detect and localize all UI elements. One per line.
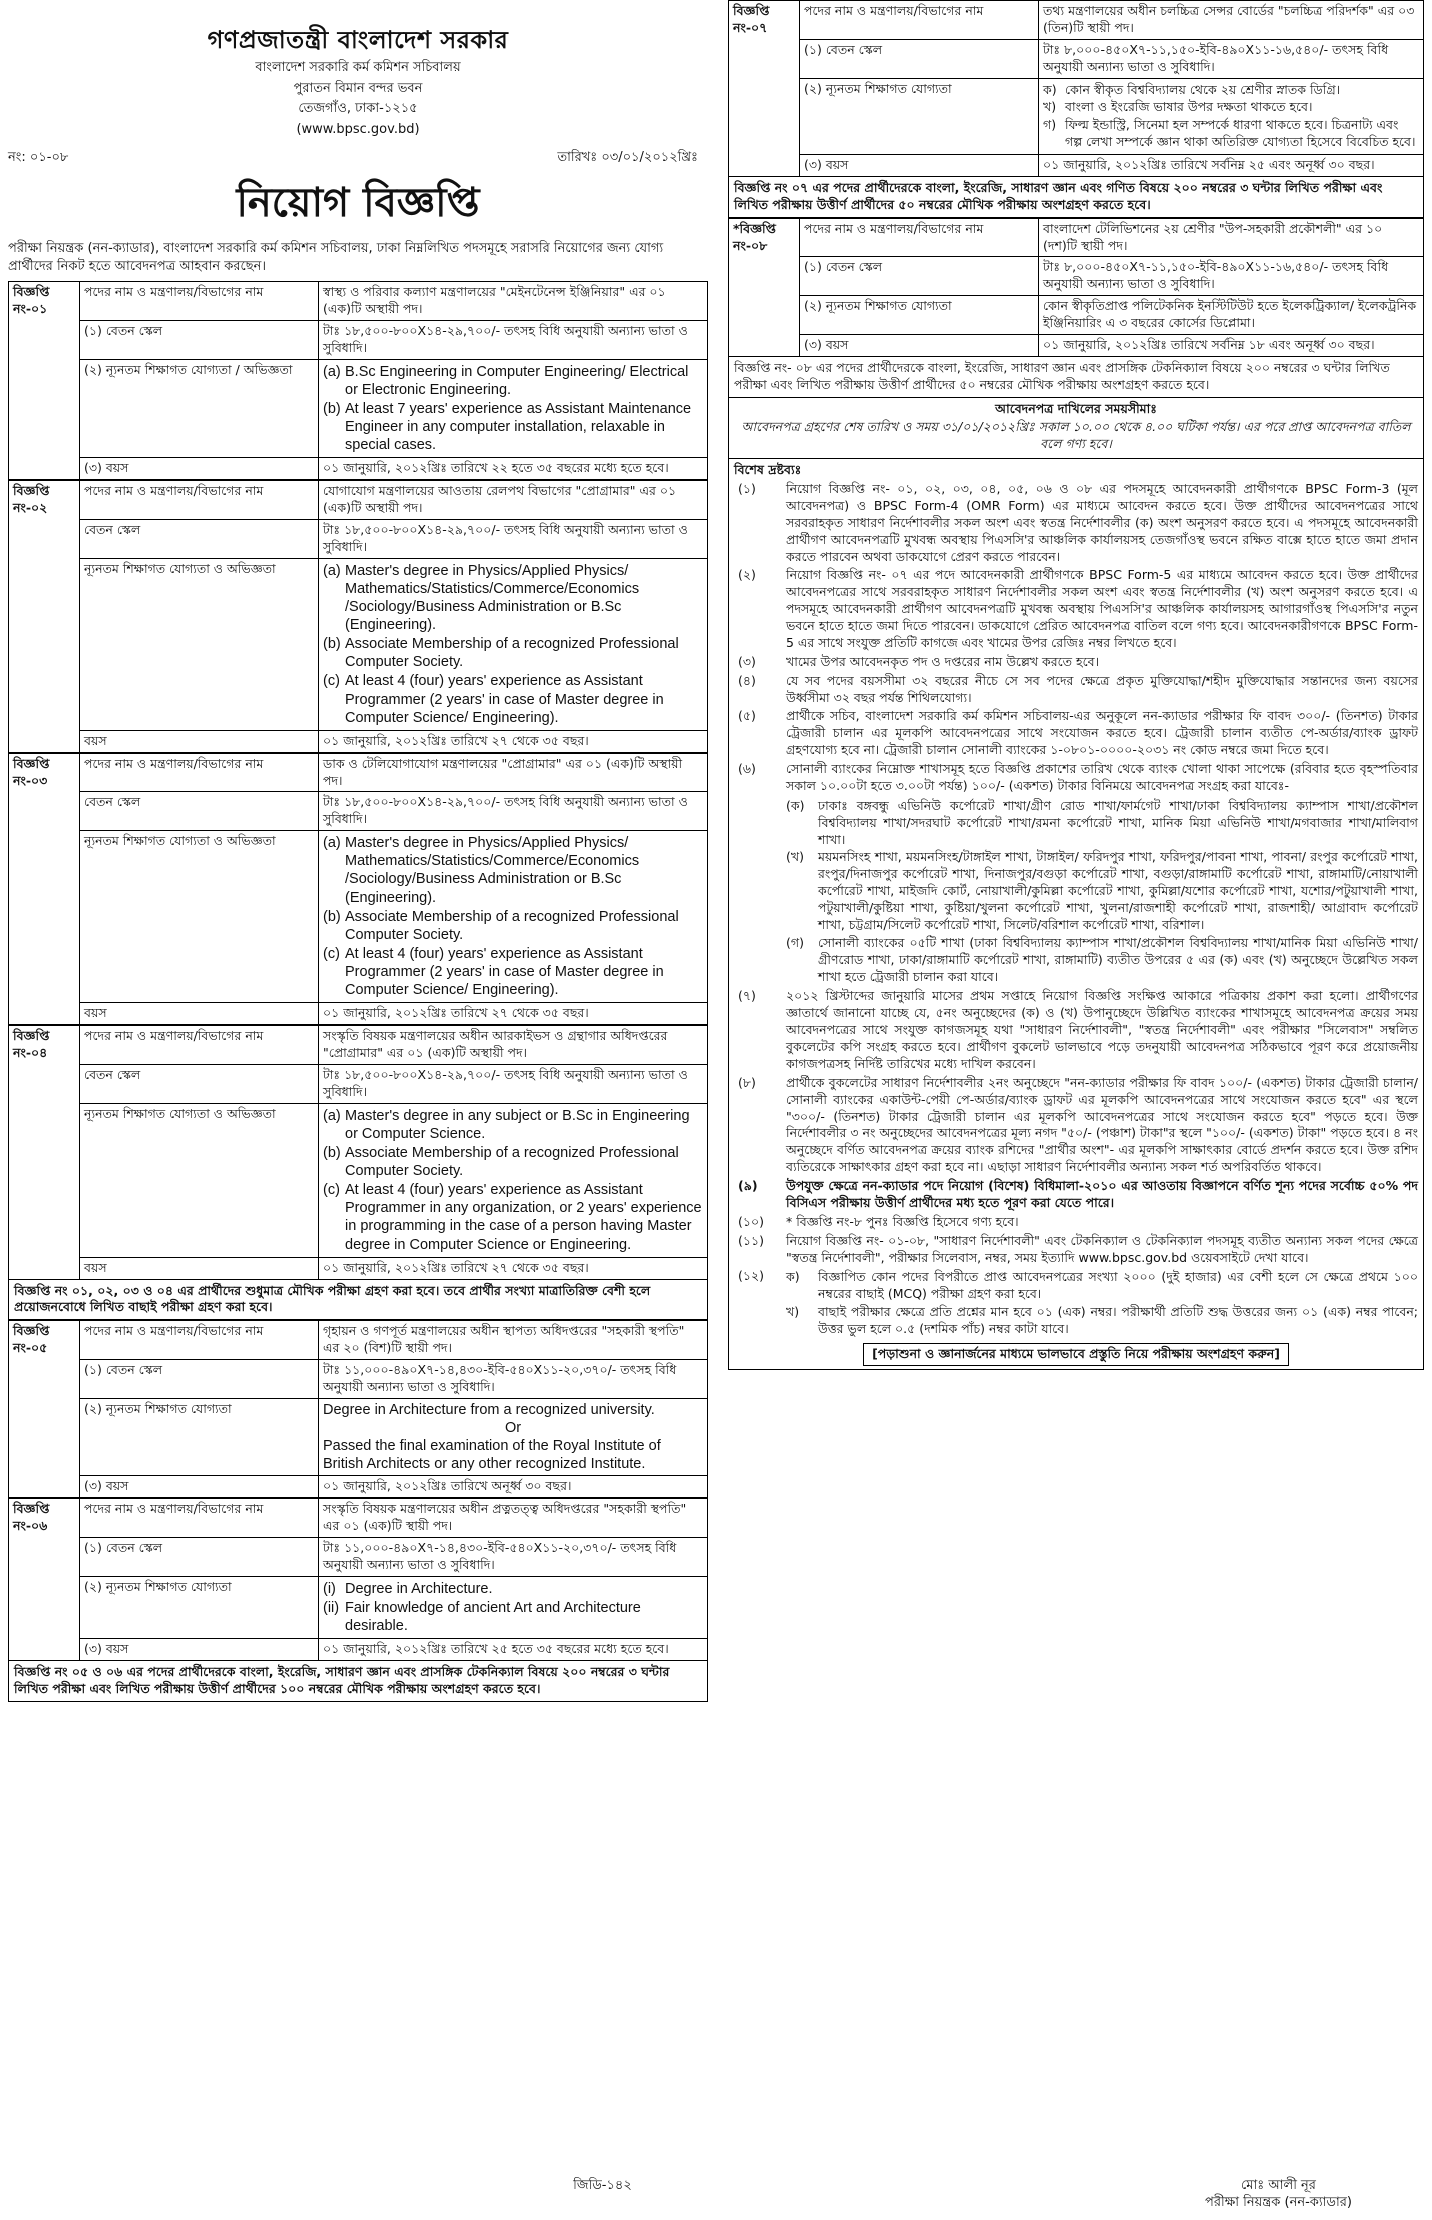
deadline-text: আবেদনপত্র গ্রহণের শেষ তারিখ ও সময় ৩১/০১/২০১২খ্রিঃ সকাল ১০.০০ থেকে ৪.০০ ঘটিকা পর্যন্ত। এর পরে প্রাপ্ত আবেদনপত্র বাতিল বলে গণ্য হবে। xyxy=(741,419,1411,452)
item-no: (১১) xyxy=(738,1232,764,1248)
item-text: নিয়োগ বিজ্ঞপ্তি নং- ০৭ এর পদে আবেদনকারী প্রার্থীগণকে BPSC Form-5 এর মাধ্যমে আবেদন করতে হবে। উক্ত প্রার্থীদের আবেদনপত্রের সাথে সরবরাহকৃত সাধারণ নির্দেশাবলীর সকল অংশ এবং স্বতন্ত্র নির্দেশাবলীর (খ) অংশ অনুসরণ করতে হবে। এ পদসমূহে আবেদনকারী প্রার্থীগণ আবেদনপত্রটি মুখবন্ধ অবস্থায় পিএসসি'র আঞ্চলিক কার্যালয়সহ আগারগাঁওস্থ পিএসসি'র নতুন ভবনে হাতে হাতে জমা দিতে পারবেন। ডাকযোগে প্রেরিত আবেদনপত্র বাতিল বলে গণ্য হবে। আবেদনকারীগণকে BPSC Form-5 এর সাথে সংযুক্ত প্রতিটি কাগজে এবং খামের উপর রেজিঃ নম্বর লিখতে হবে। xyxy=(786,567,1418,650)
age-value: ০১ জানুয়ারি, ২০১২খ্রিঃ তারিখে সর্বনিম্ন ১৮ এবং অনূর্ধ্ব ৩০ বছর। xyxy=(1039,334,1424,356)
special-item xyxy=(734,988,1418,1072)
note-07: বিজ্ঞপ্তি নং ০৭ এর পদের প্রার্থীদেরকে বাংলা, ইংরেজি, সাধারণ জ্ঞান এবং গণিত বিষয়ে ২০০ নম্বরের ৩ ঘন্টার লিখিত পরীক্ষা এবং লিখিত পরীক্ষায় উত্তীর্ণ প্রার্থীদের ৫০ নম্বরের মৌখিক পরীক্ষায় অংশগ্রহণ করতে হবে। xyxy=(728,177,1424,218)
header-line: পুরাতন বিমান বন্দর ভবন xyxy=(293,80,423,96)
marker: (a) xyxy=(323,835,341,852)
edu-item: At least 7 years' experience as Assistant Maintenance Engineer in any computer installation, relaxable in special cases. xyxy=(345,400,692,454)
edu-value xyxy=(1039,78,1424,155)
memo-date: তারিখঃ ০৩/০১/২০১২খ্রিঃ xyxy=(557,149,698,165)
marker: খ) xyxy=(1043,99,1057,115)
edu-value xyxy=(319,1103,708,1257)
branch-item xyxy=(786,798,1418,849)
edu-value xyxy=(319,1398,708,1476)
item-text: খামের উপর আবেদনকৃত পদ ও দপ্তরের নাম উল্লেখ করতে হবে। xyxy=(786,653,1100,669)
item-no: (৪) xyxy=(738,672,756,688)
age-value: ০১ জানুয়ারি, ২০১২খ্রিঃ তারিখে সর্বনিম্ন ২৫ এবং অনূর্ধ্ব ৩০ বছর। xyxy=(1039,155,1424,177)
notice-06-table xyxy=(8,1498,708,1661)
edu-label: (২) ন্যূনতম শিক্ষাগত যোগ্যতা xyxy=(800,296,1039,335)
age-label: বয়স xyxy=(80,1257,319,1279)
marker: খ) xyxy=(786,1304,800,1320)
item-text: * বিজ্ঞপ্তি নং-৮ পুনঃ বিজ্ঞপ্তি হিসেবে গণ্য হবে। xyxy=(786,1213,1019,1229)
notice-05-table xyxy=(8,1320,708,1498)
edu-label: ন্যূনতম শিক্ষাগত যোগ্যতা ও অভিজ্ঞতা xyxy=(80,831,319,1003)
notice-01-table xyxy=(8,281,708,480)
marker: (ii) xyxy=(323,1599,340,1616)
special-item xyxy=(734,1233,1418,1267)
edu-item: বাংলা ও ইংরেজি ভাষার উপর দক্ষতা থাকতে হবে। xyxy=(1065,99,1313,115)
notice-03-table xyxy=(8,753,708,1026)
notice-no: বিজ্ঞপ্তি নং-০৫ xyxy=(9,1321,80,1498)
right-column xyxy=(728,0,1424,1370)
note-05-06: বিজ্ঞপ্তি নং ০৫ ও ০৬ এর পদের প্রার্থীদেরকে বাংলা, ইংরেজি, সাধারণ জ্ঞান এবং প্রাসঙ্গিক টেকনিক্যাল বিষয়ে ২০০ নম্বরের ৩ ঘন্টার লিখিত পরীক্ষা এবং লিখিত পরীক্ষায় উত্তীর্ণ প্রার্থীদের ১০০ নম্বরের মৌখিক পরীক্ষায় অংশগ্রহণ করতে হবে। xyxy=(8,1661,708,1702)
age-label: (৩) বয়স xyxy=(800,155,1039,177)
pay-value: টাঃ ১৮,৫০০-৮০০X১৪-২৯,৭০০/- তৎসহ বিধি অনুযায়ী অন্যান্য ভাতা ও সুবিধাদি। xyxy=(319,519,708,558)
notice-07-table xyxy=(728,0,1424,177)
marker: ক) xyxy=(1043,81,1057,97)
item-text: নিয়োগ বিজ্ঞপ্তি নং- ০১-০৮, "সাধারণ নির্দেশাবলী" এবং টেকনিক্যাল ও টেকনিক্যাল পদসমূহ ব্যতীত অন্যান্য সকল পদের ক্ষেত্রে "স্বতন্ত্র নির্দেশাবলী", পরীক্ষার সিলেবাস, নম্বর, সময় ইত্যাদি www.bpsc.gov.bd ওয়েবসাইটে দেখা যাবে। xyxy=(786,1232,1418,1265)
edu-item: Passed the final examination of the Royal Institute of British Architects or any other recognized Institute. xyxy=(323,1438,661,1473)
intro-paragraph: পরীক্ষা নিয়ন্ত্রক (নন-ক্যাডার), বাংলাদেশ সরকারি কর্ম কমিশন সচিবালয়, ঢাকা নিম্নলিখিত পদসমূহে সরাসরি নিয়োগের জন্য যোগ্য প্রার্থীদের নিকট হতে আবেদনপত্র আহবান করছেন। xyxy=(8,241,664,274)
marker: (b) xyxy=(323,908,341,925)
branch-text: ময়মনসিংহ শাখা, ময়মনসিংহ/টাঙ্গাইল শাখা, টাঙ্গাইল/ ফরিদপুর শাখা, ফরিদপুর/পাবনা শাখা, পাবনা/ রংপুর কর্পোরেট শাখা, রংপুর/দিনাজপুর কর্পোরেট শাখা, দিনাজপুর/বগুড়া কর্পোরেট শাখা, বগুড়া/রাঙ্গামাটি কর্পোরেট শাখা, রাঙ্গামাটি/নোয়াখালী কর্পোরেট শাখা, মাইজদি কোর্ট, নোয়াখালী/কুমিল্লা কর্পোরেট শাখা, কুমিল্লা/যশোর কর্পোরেট শাখা, যশোর/পটুয়াখালী শাখা, পটুয়াখালী/কুষ্টিয়া শাখা, কুষ্টিয়া/খুলনা কর্পোরেট শাখা, খুলনা/রাজশাহী কর্পোরেট শাখা, রাজশাহী/ আগ্রাবাদ কর্পোরেট শাখা, চট্টগ্রাম/সিলেট কর্পোরেট শাখা, সিলেট/বরিশাল কর্পোরেট শাখা, বরিশাল। xyxy=(818,849,1418,932)
marker: (c) xyxy=(323,1182,340,1199)
pay-label: বেতন স্কেল xyxy=(80,1064,319,1103)
edu-value xyxy=(319,1576,708,1638)
edu-item: At least 4 (four) years' experience as Assistant Programmer (2 years' in case of Master degree in Computer Science/ Engineering). xyxy=(345,673,664,726)
edu-item: B.Sc Engineering in Computer Engineering/ Electrical or Electronic Engineering. xyxy=(345,363,689,398)
edu-value xyxy=(319,558,708,730)
post-label: পদের নাম ও মন্ত্রণালয়/বিভাগের নাম xyxy=(80,481,319,520)
pay-value: টাঃ ১১,০০০-৪৯০X৭-১৪,৪৩০-ইবি-৫৪০X১১-২০,৩৭০/- তৎসহ বিধি অনুযায়ী অন্যান্য ভাতা ও সুবিধাদি। xyxy=(319,1537,708,1576)
website: (www.bpsc.gov.bd) xyxy=(296,122,420,138)
page-title: নিয়োগ বিজ্ঞপ্তি xyxy=(236,180,480,227)
edu-or: Or xyxy=(504,1419,522,1436)
special-item xyxy=(734,481,1418,565)
note-08: বিজ্ঞপ্তি নং- ০৮ এর পদের প্রার্থীদেরকে বাংলা, ইংরেজি, সাধারণ জ্ঞান এবং প্রাসঙ্গিক টেকনিক্যাল বিষয়ে ২০০ নম্বরের ৩ ঘন্টার লিখিত পরীক্ষা এবং লিখিত পরীক্ষায় উত্তীর্ণ প্রার্থীদের ৫০ নম্বরের মৌখিক পরীক্ষায় অংশগ্রহণ করতে হবে। xyxy=(728,357,1424,398)
age-label: বয়স xyxy=(80,730,319,752)
signature-block xyxy=(1205,2177,1432,2212)
marker: (b) xyxy=(323,636,341,653)
edu-label: (২) ন্যূনতম শিক্ষাগত যোগ্যতা xyxy=(80,1398,319,1476)
pay-label: (১) বেতন স্কেল xyxy=(80,1537,319,1576)
age-value: ০১ জানুয়ারি, ২০১২খ্রিঃ তারিখে ২৭ থেকে ৩৫ বছর। xyxy=(319,730,708,752)
notice-no: বিজ্ঞপ্তি নং-০৩ xyxy=(9,753,80,1025)
special-item xyxy=(734,1075,1418,1176)
edu-item: Fair knowledge of ancient Art and Architecture desirable. xyxy=(345,1599,641,1634)
sub-item xyxy=(786,1304,1418,1338)
edu-item: Associate Membership of a recognized Professional Computer Society. xyxy=(345,636,679,671)
pay-value: টাঃ ১১,০০০-৪৯০X৭-১৪,৪৩০-ইবি-৫৪০X১১-২০,৩৭০/- তৎসহ বিধি অনুযায়ী অন্যান্য ভাতা ও সুবিধাদি। xyxy=(319,1360,708,1399)
item-no: (৬) xyxy=(738,761,756,776)
marker: (a) xyxy=(323,562,341,579)
post-label: পদের নাম ও মন্ত্রণালয়/বিভাগের নাম xyxy=(80,753,319,792)
item-no: (১০) xyxy=(738,1213,764,1229)
memo-no: নং: ০১-০৮ xyxy=(8,149,69,165)
notice-no: বিজ্ঞপ্তি নং-০১ xyxy=(9,282,80,480)
post-value: স্বাস্থ্য ও পরিবার কল্যাণ মন্ত্রণালয়ের "মেইনটেনেন্স ইঞ্জিনিয়ার" এর ০১ (এক)টি অস্থায়ী পদ। xyxy=(319,282,708,321)
signatory-designation: পরীক্ষা নিয়ন্ত্রক (নন-ক্যাডার) xyxy=(1205,2195,1352,2211)
item-no: (২) xyxy=(738,567,756,583)
pay-value: টাঃ ৮,০০০-৪৫০X৭-১১,১৫০-ইবি-৪৯০X১১-১৬,৫৪০/- তৎসহ বিধি অনুযায়ী অন্যান্য ভাতা ও সুবিধাদি। xyxy=(1039,257,1424,296)
footer xyxy=(0,2177,1432,2212)
age-label: (৩) বয়স xyxy=(80,458,319,480)
special-item xyxy=(734,761,1418,795)
pay-label: (১) বেতন স্কেল xyxy=(800,257,1039,296)
govt-name: গণপ্রজাতন্ত্রী বাংলাদেশ সরকার xyxy=(207,26,509,54)
item-no: (১) xyxy=(738,481,756,496)
item-no: (৮) xyxy=(738,1074,756,1090)
marker: গ) xyxy=(1043,117,1057,133)
item-text: যে সব পদের বয়সসীমা ৩২ বছরের নীচে সে সব পদের ক্ষেত্রে প্রকৃত মুক্তিযোদ্ধা/শহীদ মুক্তিযোদ্ধার সন্তানদের জন্য বয়সের উর্ধ্বসীমা ৩২ বছর পর্যন্ত শিথিলযোগ্য। xyxy=(786,672,1418,705)
edu-value: কোন স্বীকৃতিপ্রাপ্ত পলিটেকনিক ইনস্টিটিউট হতে ইলেকট্রিক্যাল/ ইলেকট্রনিক ইঞ্জিনিয়ারিং এ ৩ বছরের কোর্সের ডিপ্লোমা। xyxy=(1039,296,1424,335)
notice-no: বিজ্ঞপ্তি নং-০২ xyxy=(9,481,80,753)
pay-label: (১) বেতন স্কেল xyxy=(800,39,1039,78)
age-value: ০১ জানুয়ারি, ২০১২খ্রিঃ তারিখে ২৭ থেকে ৩৫ বছর। xyxy=(319,1257,708,1279)
edu-item: Degree in Architecture from a recognized university. xyxy=(323,1401,655,1418)
pay-value: টাঃ ১৮,৫০০-৮০০X১৪-২৯,৭০০/- তৎসহ বিধি অনুযায়ী অন্যান্য ভাতা ও সুবিধাদি। xyxy=(319,1064,708,1103)
age-label: বয়স xyxy=(80,1003,319,1025)
pay-label: বেতন স্কেল xyxy=(80,792,319,831)
item-text: প্রার্থীকে সচিব, বাংলাদেশ সরকারি কর্ম কমিশন সচিবালয়-এর অনুকূলে নন-ক্যাডার পরীক্ষার ফি বাবদ ৩০০/- (তিনশত) টাকার ট্রেজারী চালান এর মূলকপি আবেদনপত্রের সাথে সংযোজন করতে হবে। ট্রেজারী চালান ব্যতীত পে-অর্ডার/ব্যাংক ড্রাফট গ্রহণযোগ্য হবে না। ট্রেজারী চালান সোনালী ব্যাংকের ১-০৮০১-০০০০-২০৩১ নং কোড নম্বরে জমা দিতে হবে। xyxy=(786,708,1418,758)
branch-text: ঢাকাঃ বঙ্গবন্ধু এভিনিউ কর্পোরেট শাখা/গ্রীণ রোড শাখা/ফার্মগেট শাখা/ঢাকা বিশ্ববিদ্যালয় ক্যাম্পাস শাখা/প্রকৌশল বিশ্ববিদ্যালয় শাখা/সদরঘাট কর্পোরেট শাখা/রমনা কর্পোরেট শাখা, মানিক মিয়া এভিনিউ শাখা/মগবাজার শাখা/মালিবাগ শাখা। xyxy=(818,797,1418,847)
sub-text: বাছাই পরীক্ষার ক্ষেত্রে প্রতি প্রশ্নের মান হবে ০১ (এক) নম্বর। পরীক্ষার্থী প্রতিটি শুদ্ধ উত্তরের জন্য ০১ (এক) নম্বর পাবেন; উত্তর ভুল হলে ০.৫ (দশমিক পাঁচ) নম্বর কাটা যাবে। xyxy=(818,1304,1418,1336)
item-text: ২০১২ খ্রিস্টাব্দের জানুয়ারি মাসের প্রথম সপ্তাহে নিয়োগ বিজ্ঞপ্তি সংক্ষিপ্ত আকারে পত্রিকায় প্রকাশ করা হলো। প্রার্থীগণের জ্ঞাতার্থে জানানো যাচ্ছে যে, ৫নং অনুচ্ছেদের (ক) ও (খ) উপানুচ্ছেদে উল্লিখিত ব্যাংকের শাখাসমূহে আবেদনপত্র ক্রয়ের সময় আবেদনপত্রের সাথে সংযুক্ত কাগজসমূহ যথা "সাধারণ নির্দেশাবলী", "স্বতন্ত্র নির্দেশাবলী" এবং পরীক্ষার "সিলেবাস" সম্বলিত বুকলেটের কপি সংগ্রহ করতে হবে। প্রার্থীগণ বুকলেট ভালভাবে পড়ে তদনুযায়ী আবেদনপত্র সঠিকভাবে পূরণ করে প্রয়োজনীয় কাগজপত্রসহ নির্দিষ্ট তারিখের মধ্যে দাখিল করবেন। xyxy=(786,988,1418,1071)
post-value: গৃহায়ন ও গণপূর্ত মন্ত্রণালয়ের অধীন স্থাপত্য অধিদপ্তরের "সহকারী স্থপতি" এর ২০ (বিশ)টি স্থায়ী পদ। xyxy=(319,1321,708,1360)
special-item xyxy=(734,673,1418,707)
pay-value: টাঃ ১৮,৫০০-৮০০X১৪-২৯,৭০০/- তৎসহ বিধি অনুযায়ী অন্যান্য ভাতা ও সুবিধাদি। xyxy=(319,792,708,831)
post-label: পদের নাম ও মন্ত্রণালয়/বিভাগের নাম xyxy=(800,1,1039,40)
edu-item: Master's degree in any subject or B.Sc in Engineering or Computer Science. xyxy=(345,1107,690,1142)
edu-label: ন্যূনতম শিক্ষাগত যোগ্যতা ও অভিজ্ঞতা xyxy=(80,1103,319,1257)
branch-list xyxy=(734,797,1418,987)
pay-value: টাঃ ৮,০০০-৪৫০X৭-১১,১৫০-ইবি-৪৯০X১১-১৬,৫৪০/- তৎসহ বিধি অনুযায়ী অন্যান্য ভাতা ও সুবিধাদি। xyxy=(1039,39,1424,78)
edu-label: (২) ন্যূনতম শিক্ষাগত যোগ্যতা xyxy=(80,1576,319,1638)
marker: (i) xyxy=(323,1580,336,1597)
signatory-name: মোঃ আলী নূর xyxy=(1241,2177,1316,2193)
pay-label: বেতন স্কেল xyxy=(80,519,319,558)
marker: (ক) xyxy=(786,797,805,813)
edu-item: কোন স্বীকৃত বিশ্ববিদ্যালয় থেকে ২য় শ্রেণীর স্নাতক ডিগ্রি। xyxy=(1065,81,1341,97)
item-no: (৫) xyxy=(738,708,756,724)
marker: (খ) xyxy=(786,849,804,865)
edu-item: Associate Membership of a recognized Professional Computer Society. xyxy=(345,1144,679,1180)
marker: (c) xyxy=(323,945,340,962)
post-label: পদের নাম ও মন্ত্রণালয়/বিভাগের নাম xyxy=(80,282,319,321)
edu-item: Degree in Architecture. xyxy=(345,1580,493,1597)
notice-no: বিজ্ঞপ্তি নং-০৬ xyxy=(9,1499,80,1661)
age-value: ০১ জানুয়ারি, ২০১২খ্রিঃ তারিখে ২৭ থেকে ৩৫ বছর। xyxy=(319,1003,708,1025)
notice-no: বিজ্ঞপ্তি নং-০৭ xyxy=(729,1,800,177)
item-no: (৯) xyxy=(738,1178,758,1193)
edu-item: ফিল্ম ইন্ডাস্ট্রি, সিনেমা হল সম্পর্কে ধারণা থাকতে হবে। চিত্রনাট্য এবং গল্প লেখা সম্পর্কে জ্ঞান থাকা অতিরিক্ত যোগ্যতা হিসেবে বিবেচিত হবে। xyxy=(1065,117,1416,150)
branch-item xyxy=(786,849,1418,933)
header-line: তেজগাঁও, ঢাকা-১২১৫ xyxy=(298,101,418,117)
post-label: পদের নাম ও মন্ত্রণালয়/বিভাগের নাম xyxy=(80,1499,319,1538)
special-notes xyxy=(728,459,1424,1370)
edu-item: At least 4 (four) years' experience as Assistant Programmer (2 years' in case of Master degree in Computer Science/ Engineering). xyxy=(345,945,664,999)
item-no: (১২) xyxy=(738,1268,764,1284)
marker: (c) xyxy=(323,673,340,690)
post-value: সংস্কৃতি বিষয়ক মন্ত্রণালয়ের অধীন প্রত্নতত্ত্ব অধিদপ্তরের "সহকারী স্থপতি" এর ০১ (এক)টি স্থায়ী পদ। xyxy=(319,1499,708,1538)
age-value: ০১ জানুয়ারি, ২০১২খ্রিঃ তারিখে ২৫ হতে ৩৫ বছরের মধ্যে হতে হবে। xyxy=(319,1639,708,1661)
edu-label: (২) ন্যূনতম শিক্ষাগত যোগ্যতা xyxy=(800,78,1039,155)
age-value: ০১ জানুয়ারি, ২০১২খ্রিঃ তারিখে ২২ হতে ৩৫ বছরের মধ্যে হতে হবে। xyxy=(319,458,708,480)
pay-label: (১) বেতন স্কেল xyxy=(80,320,319,359)
header xyxy=(8,24,708,139)
post-label: পদের নাম ও মন্ত্রণালয়/বিভাগের নাম xyxy=(800,218,1039,257)
special-item xyxy=(734,1214,1418,1231)
branch-text: সোনালী ব্যাংকের ০৫টি শাখা (ঢাকা বিশ্ববিদ্যালয় ক্যাম্পাস শাখা/প্রকৌশল বিশ্ববিদ্যালয় শাখা/মানিক মিয়া এভিনিউ শাখা/গ্রীণরোড শাখা, ঢাকা/রাঙ্গামাটি কর্পোরেট শাখা, রাঙ্গামাটি) ব্যতীত উপরের ৫ এর (ক) এবং (খ) অনুচ্ছেদে উল্লেখিত সকল শাখা হতে ট্রেজারী চালান করা যাবে। xyxy=(818,934,1418,984)
age-label: (৩) বয়স xyxy=(80,1476,319,1498)
age-label: (৩) বয়স xyxy=(800,334,1039,356)
post-value: ডাক ও টেলিযোগাযোগ মন্ত্রণালয়ের "প্রোগ্রামার" এর ০১ (এক)টি অস্থায়ী পদ। xyxy=(319,753,708,792)
edu-value xyxy=(319,359,708,458)
notice-02-table xyxy=(8,480,708,753)
memo-line xyxy=(8,149,698,167)
edu-value xyxy=(319,831,708,1003)
marker: (b) xyxy=(323,400,341,417)
special-item-12 xyxy=(734,1268,1418,1339)
notice-no: বিজ্ঞপ্তি নং-০৪ xyxy=(9,1026,80,1279)
marker: ক) xyxy=(786,1269,800,1285)
post-value: বাংলাদেশ টেলিভিশনের ২য় শ্রেণীর "উপ-সহকারী প্রকৌশলী" এর ১০ (দশ)টি স্থায়ী পদ। xyxy=(1039,218,1424,257)
footer-code: জিডি-১৪২ xyxy=(573,2177,632,2193)
special-title: বিশেষ দ্রষ্টব্যঃ xyxy=(734,462,802,478)
deadline-box xyxy=(728,398,1424,460)
edu-item: Master's degree in Physics/Applied Physics/ Mathematics/Statistics/Commerce/Economics /Sociology/Business Administration or B.Sc (Engineering). xyxy=(345,562,640,634)
edu-item: Master's degree in Physics/Applied Physics/ Mathematics/Statistics/Commerce/Economics /Sociology/Business Administration or B.Sc (Engineering). xyxy=(345,835,640,906)
special-item xyxy=(734,1178,1418,1212)
post-value: যোগাযোগ মন্ত্রণালয়ের আওতায় রেলপথ বিভাগের "প্রোগ্রামার" এর ০১ (এক)টি অস্থায়ী পদ। xyxy=(319,481,708,520)
notice-04-table xyxy=(8,1025,708,1279)
edu-label: (২) ন্যূনতম শিক্ষাগত যোগ্যতা / অভিজ্ঞতা xyxy=(80,359,319,458)
item-text: নিয়োগ বিজ্ঞপ্তি নং- ০১, ০২, ০৩, ০৪, ০৫, ০৬ ও ০৮ এর পদসমূহে আবেদনকারী প্রার্থীগণকে BPSC Form-3 (মূল আবেদনপত্র) ও BPSC Form-4 (OMR Form) এর মাধ্যমে আবেদন করতে হবে। উক্ত প্রার্থীদের আবেদনপত্রের সাথে সরবরাহকৃত সাধারণ নির্দেশাবলীর সকল অংশ এবং স্বতন্ত্র নির্দেশাবলীর (ক) অংশ অনুসরণ করতে হবে। এ পদসমূহে আবেদনকারী প্রার্থীগণ আবেদনপত্রটি মুখবন্ধ অবস্থায় পিএসসি'র আঞ্চলিক কার্যালয়সহ তেজগাঁওস্থ ভবনে রক্ষিত বাক্সে হাতে হাতে জমা প্রদান করতে পারবেন অথবা ডাকযোগে প্রেরণ করতে পারবেন। xyxy=(786,481,1418,564)
edu-item: Associate Membership of a recognized Professional Computer Society. xyxy=(345,908,679,943)
marker: (গ) xyxy=(786,934,804,950)
branch-item xyxy=(786,935,1418,986)
note-01-04: বিজ্ঞপ্তি নং ০১, ০২, ০৩ ও ০৪ এর প্রার্থীদের শুধুমাত্র মৌখিক পরীক্ষা গ্রহণ করা হবে। তবে প্রার্থীর সংখ্যা মাত্রাতিরিক্ত বেশী হলে প্রয়োজনবোধে লিখিত বাছাই পরীক্ষা গ্রহণ করা হবে। xyxy=(8,1280,708,1321)
marker: (b) xyxy=(323,1144,341,1161)
item-text: প্রার্থীকে বুকলেটের সাধারণ নির্দেশাবলীর ২নং অনুচ্ছেদে "নন-ক্যাডার পরীক্ষার ফি বাবদ ১০০/- (একশত) টাকার ট্রেজারী চালান/সোনালী ব্যাংকের একাউন্ট-পেয়ী পে-অর্ডার/ব্যাংক ড্রাফট এর মূলকপি আবেদনপত্রের সাথে সংযোজন করতে হবে" এর স্থলে "৩০০/- (তিনশত) টাকার ট্রেজারী চালান এর মূলকপি আবেদনপত্রের সাথে সংযোজন করতে হবে" পড়তে হবে। উক্ত নির্দেশাবলীর ৩ নং অনুচ্ছেদের আবেদনপত্রের মূল্য নগদ "৫০/- (পঞ্চাশ) টাকা"র স্থলে "১০০/- (একশত) টাকা" পড়তে হবে। ৪ নং অনুচ্ছেদে বর্ণিত আবেদনপত্র ক্রয়ের ব্যাংক রশিদের "প্রার্থীর অংশ"- এর মূলকপি সাক্ষাৎকার বোর্ডে প্রদর্শন করতে হবে। উক্ত রশিদ ব্যতিরেকে সাক্ষাৎকার গ্রহণ করা হবে না। এছাড়া সাধারণ নির্দেশাবলীর অন্যান্য সকল শর্ত অপরিবর্তিত থাকবে। xyxy=(786,1074,1418,1175)
closing-text: [পড়াশুনা ও জ্ঞানার্জনের মাধ্যমে ভালভাবে প্রস্তুতি নিয়ে পরীক্ষায় অংশগ্রহণ করুন] xyxy=(863,1343,1289,1366)
special-item xyxy=(734,654,1418,671)
item-text: উপযুক্ত ক্ষেত্রে নন-ক্যাডার পদে নিয়োগ (বিশেষ) বিধিমালা-২০১০ এর আওতায় বিজ্ঞাপনে বর্ণিত শূন্য পদের সর্বোচ্চ ৫০% পদ বিসিএস পরীক্ষায় উত্তীর্ণ প্রার্থীদের মধ্য হতে পূরণ করা যেতে পারে। xyxy=(786,1178,1418,1210)
item-no: (৭) xyxy=(738,988,756,1004)
left-column xyxy=(8,0,708,1702)
notice-no: *বিজ্ঞপ্তি নং-০৮ xyxy=(729,218,800,356)
marker: (a) xyxy=(323,1107,341,1124)
edu-item: At least 4 (four) years' experience as Assistant Programmer in any organization, or 2 years' experience in programming in the case of a person having Master degree in Computer Science or Engineering. xyxy=(345,1182,702,1253)
pay-label: (১) বেতন স্কেল xyxy=(80,1360,319,1399)
sub-text: বিজ্ঞাপিত কোন পদের বিপরীতে প্রাপ্ত আবেদনপত্রের সংখ্যা ২০০০ (দুই হাজার) এর বেশী হলে সে ক্ষেত্রে প্রথমে ১০০ নম্বরের বাছাই (MCQ) পরীক্ষা গ্রহণ করা হবে। xyxy=(818,1269,1418,1302)
post-label: পদের নাম ও মন্ত্রণালয়/বিভাগের নাম xyxy=(80,1026,319,1065)
post-value: সংস্কৃতি বিষয়ক মন্ত্রণালয়ের অধীন আরকাইভস ও গ্রন্থাগার অধিদপ্তরের "প্রোগ্রামার" এর ০১ (এক)টি অস্থায়ী পদ। xyxy=(319,1026,708,1065)
sub-item xyxy=(786,1269,1418,1303)
age-value: ০১ জানুয়ারি, ২০১২খ্রিঃ তারিখে অনূর্ধ্ব ৩০ বছর। xyxy=(319,1476,708,1498)
item-no: (৩) xyxy=(738,653,756,669)
pay-value: টাঃ ১৮,৫০০-৮০০X১৪-২৯,৭০০/- তৎসহ বিধি অনুযায়ী অন্যান্য ভাতা ও সুবিধাদি। xyxy=(319,320,708,359)
edu-label: ন্যূনতম শিক্ষাগত যোগ্যতা ও অভিজ্ঞতা xyxy=(80,558,319,730)
closing-line xyxy=(734,1343,1418,1366)
special-item xyxy=(734,567,1418,651)
post-value: তথ্য মন্ত্রণালয়ের অধীন চলচ্চিত্র সেন্সর বোর্ডের "চলচ্চিত্র পরিদর্শক" এর ০৩ (তিন)টি স্থায়ী পদ। xyxy=(1039,1,1424,40)
special-item xyxy=(734,708,1418,759)
post-label: পদের নাম ও মন্ত্রণালয়/বিভাগের নাম xyxy=(80,1321,319,1360)
notice-08-table xyxy=(728,218,1424,357)
item-text: সোনালী ব্যাংকের নিম্নোক্ত শাখাসমূহ হতে বিজ্ঞপ্তি প্রকাশের তারিখ থেকে ব্যাংক খোলা থাকা সাপেক্ষে (রবিবার হতে বৃহস্পতিবার সকাল ১০.০০টা হতে ৩.০০টা পর্যন্ত) ১০০/- (একশত) টাকার বিনিময়ে আবেদনপত্র সংগ্রহ করা যাবেঃ- xyxy=(786,761,1418,793)
deadline-title: আবেদনপত্র দাখিলের সময়সীমাঃ xyxy=(995,400,1157,416)
marker: (a) xyxy=(323,363,341,380)
header-line: বাংলাদেশ সরকারি কর্ম কমিশন সচিবালয় xyxy=(255,60,461,76)
age-label: (৩) বয়স xyxy=(80,1639,319,1661)
